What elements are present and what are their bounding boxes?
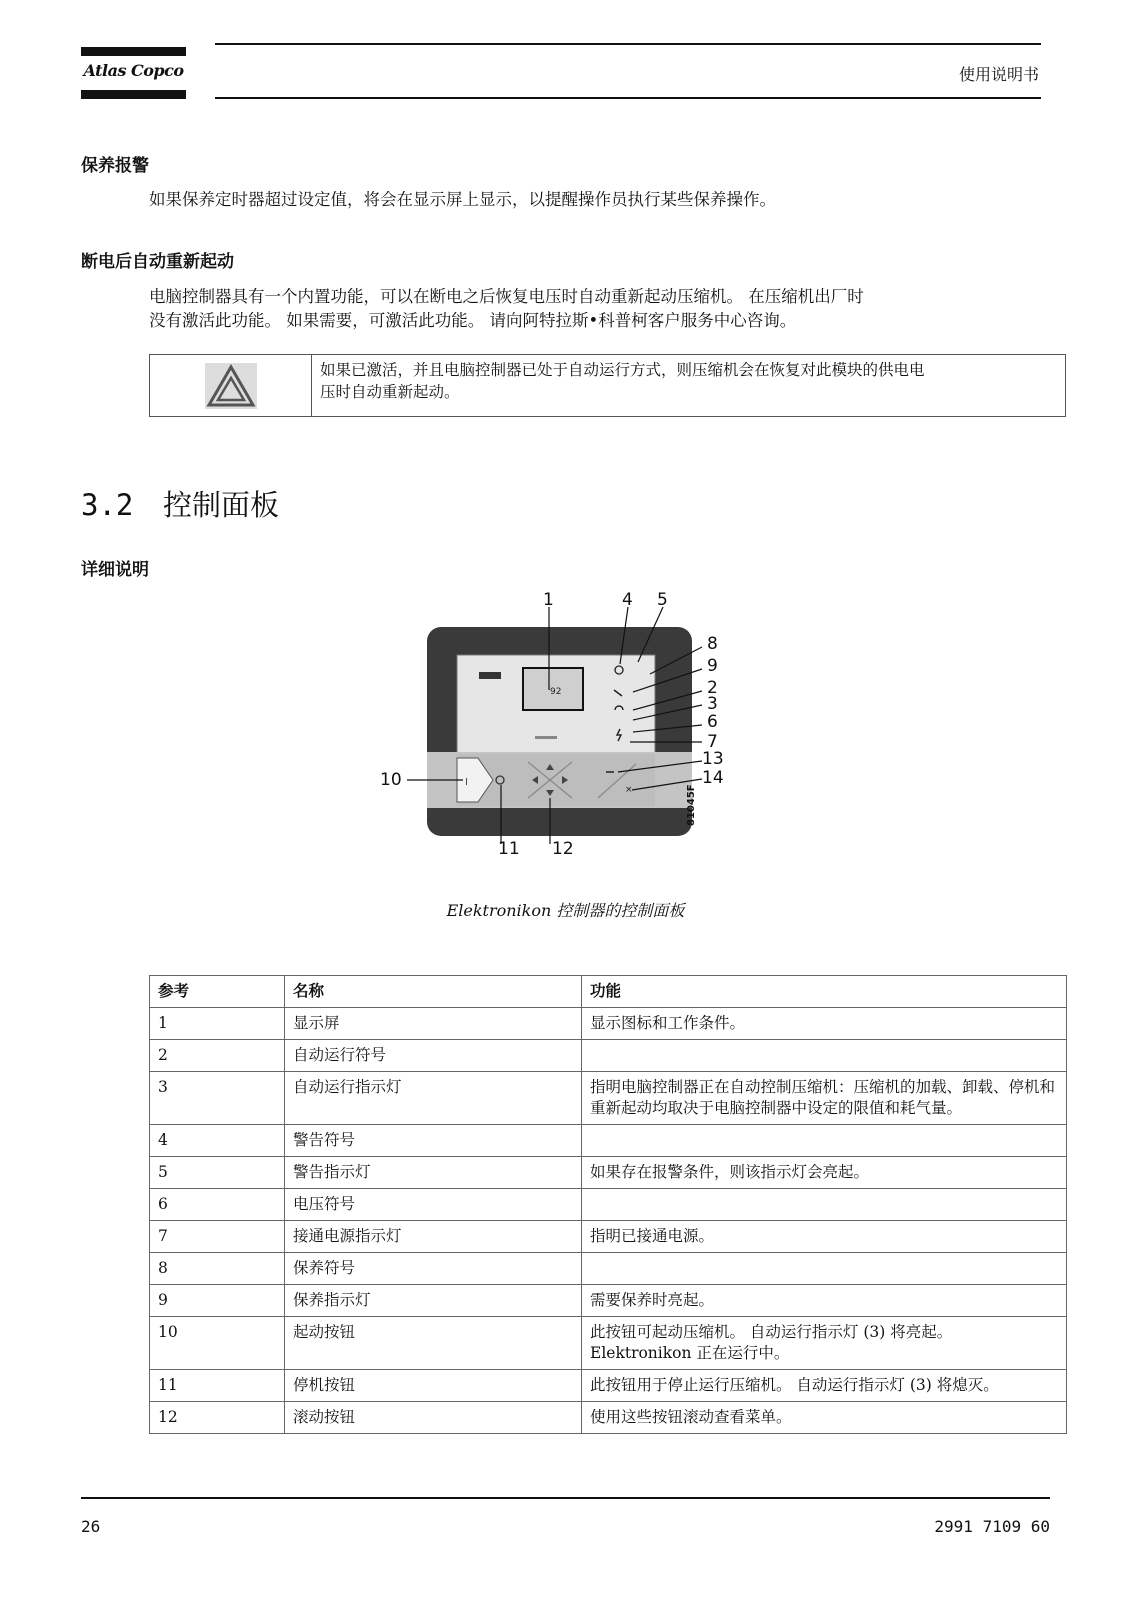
section-text-auto-restart-line2: 没有激活此功能。 如果需要，可激活此功能。 请向阿特拉斯•科普柯客户服务中心咨询。 bbox=[149, 311, 797, 330]
cell-ref: 5 bbox=[150, 1157, 285, 1189]
callout-14: 14 bbox=[702, 768, 724, 788]
cell-function: 此按钮可起动压缩机。 自动运行指示灯 (3) 将亮起。 Elektronikon 正在运行中。 bbox=[582, 1317, 1067, 1370]
brand-mark bbox=[479, 672, 501, 679]
table-row bbox=[150, 1402, 1067, 1434]
callout-7: 7 bbox=[707, 732, 718, 752]
cell-function bbox=[582, 1125, 1067, 1157]
start-button-mark: I bbox=[465, 777, 468, 788]
figure-code: 81045F bbox=[686, 784, 697, 826]
warning-notice bbox=[149, 354, 1066, 417]
col-header-function: 功能 bbox=[582, 976, 1067, 1008]
cell-ref: 6 bbox=[150, 1189, 285, 1221]
atlas-copco-logo bbox=[81, 47, 186, 99]
col-header-name: 名称 bbox=[285, 976, 582, 1008]
cell-name: 警告指示灯 bbox=[285, 1157, 582, 1189]
table-row bbox=[150, 1040, 1067, 1072]
notice-text bbox=[320, 359, 1059, 403]
cell-ref: 3 bbox=[150, 1072, 285, 1125]
callout-2: 2 bbox=[707, 678, 718, 698]
cell-function: 需要保养时亮起。 bbox=[582, 1285, 1067, 1317]
cell-name: 停机按钮 bbox=[285, 1370, 582, 1402]
cell-function bbox=[582, 1189, 1067, 1221]
cell-name: 警告符号 bbox=[285, 1125, 582, 1157]
callout-12: 12 bbox=[552, 839, 574, 859]
chapter-number: 3.2 bbox=[81, 488, 134, 522]
cell-ref: 4 bbox=[150, 1125, 285, 1157]
logo-text: Atlas Copco bbox=[83, 61, 184, 80]
cell-ref: 9 bbox=[150, 1285, 285, 1317]
table-header-row bbox=[150, 976, 1067, 1008]
callout-1: 1 bbox=[543, 592, 554, 610]
cell-function: 此按钮用于停止运行压缩机。 自动运行指示灯 (3) 将熄灭。 bbox=[582, 1370, 1067, 1402]
section-text-maintenance-alarm: 如果保养定时器超过设定值，将会在显示屏上显示，以提醒操作员执行某些保养操作。 bbox=[149, 190, 776, 209]
notice-icon-cell bbox=[150, 355, 312, 416]
cell-function bbox=[582, 1040, 1067, 1072]
callout-11: 11 bbox=[498, 839, 520, 859]
table-row bbox=[150, 1285, 1067, 1317]
screen-value: 92 bbox=[550, 687, 562, 697]
table-row bbox=[150, 1370, 1067, 1402]
section-heading-maintenance-alarm: 保养报警 bbox=[81, 156, 149, 176]
document-type: 使用说明书 bbox=[958, 65, 1039, 84]
callout-6: 6 bbox=[707, 712, 718, 732]
cell-name: 电压符号 bbox=[285, 1189, 582, 1221]
table-row bbox=[150, 1072, 1067, 1125]
notice-line-2: 压时自动重新起动。 bbox=[320, 383, 460, 401]
notice-line-1: 如果已激活，并且电脑控制器已处于自动运行方式，则压缩机会在恢复对此模块的供电电 bbox=[320, 361, 925, 379]
table-row bbox=[150, 1317, 1067, 1370]
cell-ref: 2 bbox=[150, 1040, 285, 1072]
model-label bbox=[535, 736, 557, 739]
section-heading-auto-restart: 断电后自动重新起动 bbox=[81, 252, 234, 272]
warning-triangle-icon bbox=[205, 363, 257, 409]
table-row bbox=[150, 1189, 1067, 1221]
cell-name: 接通电源指示灯 bbox=[285, 1221, 582, 1253]
chapter-heading bbox=[81, 483, 279, 524]
header-top-rule bbox=[215, 43, 1041, 45]
cell-function bbox=[582, 1253, 1067, 1285]
col-header-ref: 参考 bbox=[150, 976, 285, 1008]
footer-rule bbox=[81, 1497, 1050, 1499]
cell-name: 显示屏 bbox=[285, 1008, 582, 1040]
subheading-detailed-description: 详细说明 bbox=[81, 560, 149, 580]
callout-4: 4 bbox=[622, 592, 633, 610]
callout-3: 3 bbox=[707, 694, 718, 714]
callout-5: 5 bbox=[657, 592, 668, 610]
header-bottom-rule bbox=[215, 97, 1041, 99]
cell-name: 保养符号 bbox=[285, 1253, 582, 1285]
page-number: 26 bbox=[81, 1517, 101, 1536]
cell-name: 滚动按钮 bbox=[285, 1402, 582, 1434]
reference-table bbox=[149, 975, 1067, 1434]
section-text-auto-restart-line1: 电脑控制器具有一个内置功能，可以在断电之后恢复电压时自动重新起动压缩机。 在压缩机出厂时 bbox=[149, 287, 864, 306]
escape-button: × bbox=[625, 785, 633, 795]
cell-function: 使用这些按钮滚动查看菜单。 bbox=[582, 1402, 1067, 1434]
cell-ref: 10 bbox=[150, 1317, 285, 1370]
table-row bbox=[150, 1221, 1067, 1253]
cell-function: 指明电脑控制器正在自动控制压缩机：压缩机的加载、卸载、停机和重新起动均取决于电脑控制器中设定的限值和耗气量。 bbox=[582, 1072, 1067, 1125]
callout-8: 8 bbox=[707, 634, 718, 654]
control-panel-figure bbox=[380, 592, 760, 882]
cell-name: 自动运行符号 bbox=[285, 1040, 582, 1072]
figure-caption: Elektronikon 控制器的控制面板 bbox=[446, 901, 685, 920]
table-row bbox=[150, 1253, 1067, 1285]
cell-ref: 1 bbox=[150, 1008, 285, 1040]
table-row bbox=[150, 1157, 1067, 1189]
cell-name: 自动运行指示灯 bbox=[285, 1072, 582, 1125]
document-number: 2991 7109 60 bbox=[934, 1517, 1050, 1536]
cell-ref: 12 bbox=[150, 1402, 285, 1434]
cell-function: 显示图标和工作条件。 bbox=[582, 1008, 1067, 1040]
callout-13: 13 bbox=[702, 749, 724, 769]
table-row bbox=[150, 1125, 1067, 1157]
table-row bbox=[150, 1008, 1067, 1040]
cell-name: 保养指示灯 bbox=[285, 1285, 582, 1317]
callout-10: 10 bbox=[380, 770, 402, 790]
cell-ref: 8 bbox=[150, 1253, 285, 1285]
callout-9: 9 bbox=[707, 656, 718, 676]
cell-ref: 7 bbox=[150, 1221, 285, 1253]
cell-ref: 11 bbox=[150, 1370, 285, 1402]
cell-name: 起动按钮 bbox=[285, 1317, 582, 1370]
cell-function: 如果存在报警条件，则该指示灯会亮起。 bbox=[582, 1157, 1067, 1189]
cell-function: 指明已接通电源。 bbox=[582, 1221, 1067, 1253]
chapter-title: 控制面板 bbox=[163, 488, 280, 522]
